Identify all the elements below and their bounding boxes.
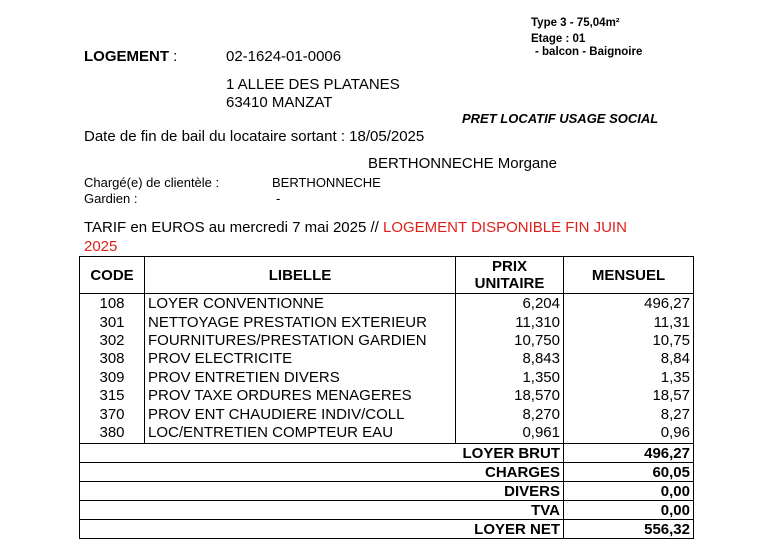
- total-row: [80, 444, 694, 463]
- total-value-tva: 0,00: [564, 501, 694, 520]
- address-line1: 1 ALLEE DES PLATANES: [226, 76, 400, 93]
- table-row: [80, 332, 694, 350]
- availability-year: 2025: [84, 238, 118, 255]
- row-mensuel: 8,84: [564, 350, 694, 368]
- row-prix: 0,961: [456, 424, 564, 444]
- total-label-loyer-brut: LOYER BRUT: [80, 444, 564, 463]
- manager-label: Chargé(e) de clientèle :: [84, 175, 220, 190]
- row-libelle: PROV TAXE ORDURES MENAGERES: [145, 387, 456, 405]
- tarif-date: TARIF en EUROS au mercredi 7 mai 2025 //: [84, 219, 383, 236]
- row-mensuel: 496,27: [564, 294, 694, 314]
- table-header-row: [80, 257, 694, 294]
- row-mensuel: 0,96: [564, 424, 694, 444]
- row-prix: 18,570: [456, 387, 564, 405]
- property-floor: Etage : 01: [531, 33, 586, 45]
- total-label-charges: CHARGES: [80, 463, 564, 482]
- row-prix: 8,270: [456, 405, 564, 423]
- row-mensuel: 11,31: [564, 313, 694, 331]
- table-row: [80, 405, 694, 423]
- totals-section: [80, 444, 694, 539]
- header-libelle: LIBELLE: [145, 257, 456, 294]
- row-mensuel: 10,75: [564, 332, 694, 350]
- logement-heading: [84, 48, 177, 65]
- row-code: 309: [80, 369, 145, 387]
- row-code: 380: [80, 424, 145, 444]
- row-mensuel: 8,27: [564, 405, 694, 423]
- table-row: [80, 424, 694, 444]
- header-code: CODE: [80, 257, 145, 294]
- row-prix: 1,350: [456, 369, 564, 387]
- availability-notice: LOGEMENT DISPONIBLE FIN JUIN: [383, 219, 627, 236]
- row-code: 315: [80, 387, 145, 405]
- logement-label: LOGEMENT: [84, 48, 169, 65]
- lease-end-date: Date de fin de bail du locataire sortant : 18/05/2025: [84, 128, 425, 145]
- row-prix: 11,310: [456, 313, 564, 331]
- row-libelle: NETTOYAGE PRESTATION EXTERIEUR: [145, 313, 456, 331]
- gardien-label: Gardien :: [84, 191, 138, 206]
- row-libelle: PROV ENTRETIEN DIVERS: [145, 369, 456, 387]
- table-row: [80, 294, 694, 314]
- tenant-name: BERTHONNECHE Morgane: [368, 155, 557, 172]
- row-prix: 8,843: [456, 350, 564, 368]
- table-body: [80, 294, 694, 444]
- row-libelle: LOYER CONVENTIONNE: [145, 294, 456, 314]
- address-line2: 63410 MANZAT: [226, 94, 333, 111]
- program-type: PRET LOCATIF USAGE SOCIAL: [462, 111, 659, 126]
- row-libelle: PROV ELECTRICITE: [145, 350, 456, 368]
- total-value-charges: 60,05: [564, 463, 694, 482]
- logement-colon: :: [173, 48, 178, 65]
- header-prix-line2: UNITAIRE: [474, 275, 545, 292]
- total-value-loyer-brut: 496,27: [564, 444, 694, 463]
- total-value-divers: 0,00: [564, 482, 694, 501]
- row-mensuel: 18,57: [564, 387, 694, 405]
- row-code: 108: [80, 294, 145, 314]
- total-row: [80, 501, 694, 520]
- row-code: 301: [80, 313, 145, 331]
- total-label-loyer-net: LOYER NET: [80, 520, 564, 539]
- rent-table: [79, 256, 694, 539]
- table-row: [80, 387, 694, 405]
- row-code: 308: [80, 350, 145, 368]
- property-type: Type 3 - 75,04m²: [531, 17, 620, 29]
- header-mensuel: MENSUEL: [564, 257, 694, 294]
- gardien-value: -: [276, 191, 281, 206]
- total-label-divers: DIVERS: [80, 482, 564, 501]
- header-prix-line1: PRIX: [491, 258, 527, 275]
- manager-value: BERTHONNECHE: [272, 175, 381, 190]
- row-libelle: LOC/ENTRETIEN COMPTEUR EAU: [145, 424, 456, 444]
- row-code: 370: [80, 405, 145, 423]
- logement-code: 02-1624-01-0006: [226, 48, 342, 65]
- total-label-tva: TVA: [80, 501, 564, 520]
- total-row: [80, 482, 694, 501]
- row-mensuel: 1,35: [564, 369, 694, 387]
- property-features: - balcon - Baignoire: [535, 46, 643, 58]
- row-libelle: PROV ENT CHAUDIERE INDIV/COLL: [145, 405, 456, 423]
- tarif-line: [84, 219, 627, 236]
- table-row: [80, 313, 694, 331]
- header-prix-unitaire: [456, 257, 564, 294]
- table-row: [80, 369, 694, 387]
- table-row: [80, 350, 694, 368]
- row-code: 302: [80, 332, 145, 350]
- total-row: [80, 520, 694, 539]
- total-value-loyer-net: 556,32: [564, 520, 694, 539]
- total-row: [80, 463, 694, 482]
- row-libelle: FOURNITURES/PRESTATION GARDIEN: [145, 332, 456, 350]
- row-prix: 6,204: [456, 294, 564, 314]
- row-prix: 10,750: [456, 332, 564, 350]
